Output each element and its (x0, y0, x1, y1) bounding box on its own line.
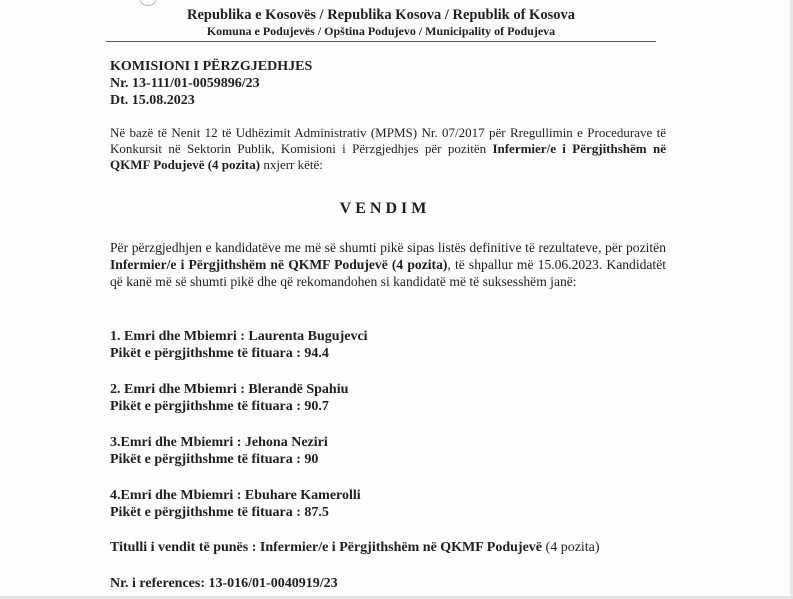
body-text-1: Për përzgjedhjen e kandidatëve me më së shumti pikë sipas listës definitive të rezultateve, për pozitën (110, 240, 666, 255)
candidate-points: Pikët e përgjithshme të fituara : 90.7 (110, 399, 329, 414)
body-text-2: , të shpallur më 15.06.2023. Kandidatët që kanë më së shumti pikë dhe që rekomandohen si kandidatë më të suksesshëm janë: (110, 257, 667, 289)
job-title-suffix: (4 pozita) (542, 540, 600, 555)
intro-paragraph (110, 125, 666, 173)
candidate-1 (110, 328, 368, 362)
letterhead-municipality: Komuna e Podujevës / Opština Podujevo / Municipality of Podujeva (206, 24, 556, 38)
intro-position: Infermier/e i Përgjithshëm në QKMF Podujevë (4 pozita) (110, 141, 666, 172)
candidate-points: Pikët e përgjithshme të fituara : 90 (110, 452, 319, 467)
job-title-line (110, 540, 600, 556)
body-position: Infermier/e i Përgjithshëm në QKMF Podujevë (4 pozita) (110, 257, 448, 272)
header-divider (106, 41, 656, 42)
intro-text-1: Në bazë të Nenit 12 të Udhëzimit Administrativ (MPMS) Nr. 07/2017 për Rregullimin e Procedurave të Konkursit në Sektorin Publik, Komisioni i Përzgjedhjes për pozitën (110, 125, 666, 156)
reference-value: 13-016/01-0040919/23 (208, 576, 338, 591)
reference-label: Nr. i references: (110, 576, 209, 591)
candidate-name: 2. Emri dhe Mbiemri : Blerandë Spahiu (110, 382, 349, 397)
body-paragraph (110, 239, 666, 290)
candidate-name: 1. Emri dhe Mbiemri : Laurenta Bugujevci (110, 329, 368, 344)
letterhead-country: Republika e Kosovës / Republika Kosova / Republik of Kosova (187, 7, 575, 23)
job-title-label: Titulli i vendit të punës : (110, 540, 260, 555)
reference-line (110, 576, 338, 592)
intro-text-2: nxjerr këtë: (260, 157, 323, 172)
document-date: Dt. 15.08.2023 (110, 93, 195, 108)
candidate-points: Pikët e përgjithshme të fituara : 87.5 (110, 505, 329, 520)
job-title-value: Infermier/e i Përgjithshëm në QKMF Podujevë (259, 540, 543, 555)
candidate-2 (110, 381, 348, 415)
decision-title: VENDIM (339, 200, 431, 217)
candidate-points: Pikët e përgjithshme të fituara : 94.4 (110, 346, 329, 361)
letterhead (106, 6, 656, 39)
candidate-name: 3.Emri dhe Mbiemri : Jehona Neziri (110, 435, 328, 450)
candidate-4 (110, 487, 361, 521)
document-number: Nr. 13-111/01-0059896/23 (110, 76, 260, 91)
candidate-3 (110, 434, 328, 468)
commission-block (110, 58, 312, 109)
commission-name: KOMISIONI I PËRZGJEDHJES (110, 59, 313, 74)
candidate-name: 4.Emri dhe Mbiemri : Ebuhare Kamerolli (110, 488, 361, 503)
